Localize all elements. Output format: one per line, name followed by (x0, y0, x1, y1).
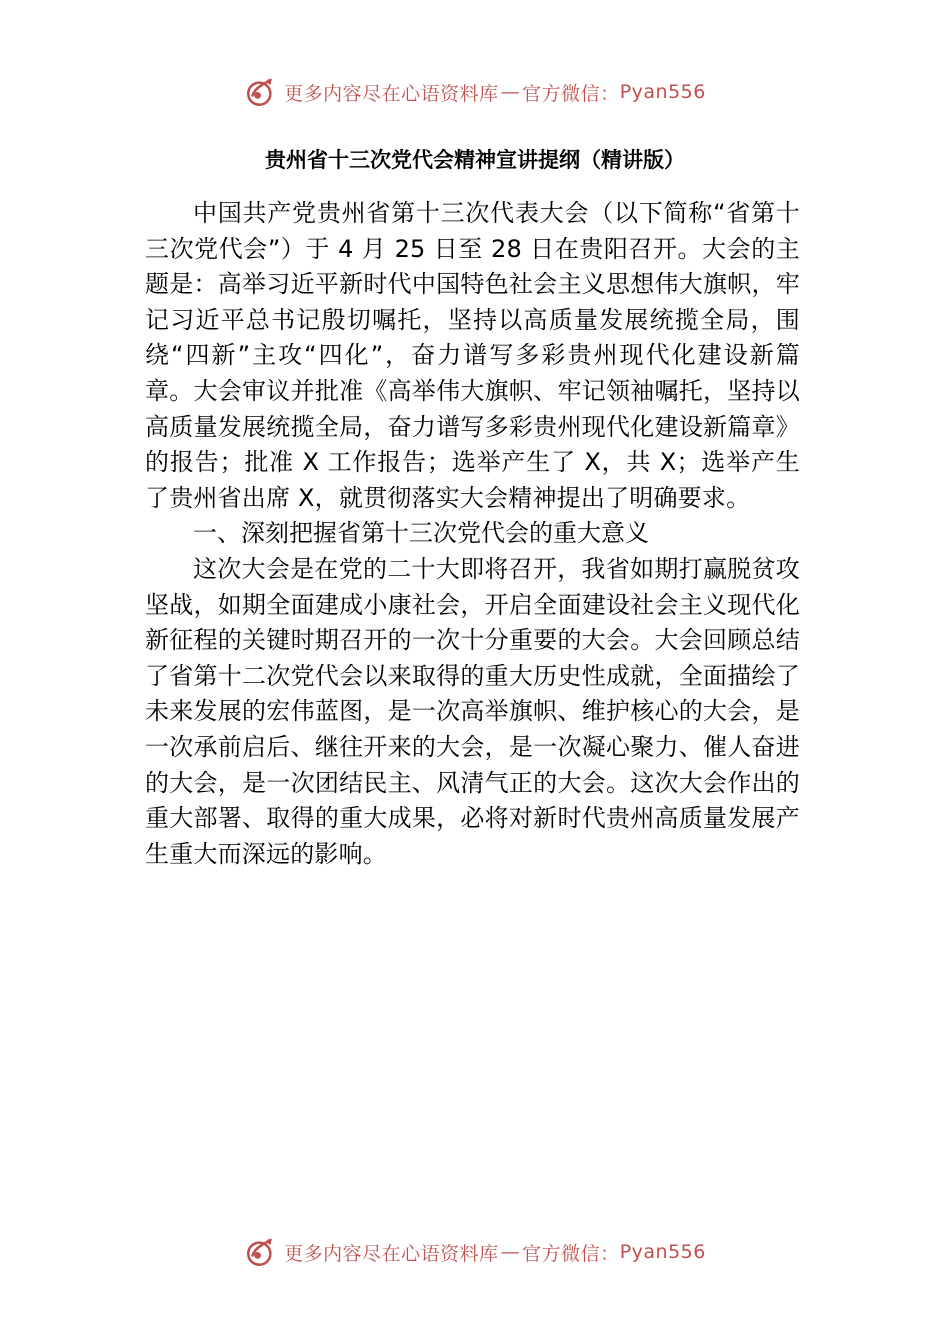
watermark-separator: — (500, 81, 521, 103)
header-watermark (0, 72, 950, 112)
footer-watermark (0, 1232, 950, 1272)
document-title: 贵州省十三次党代会精神宣讲提纲（精讲版） (265, 148, 685, 172)
watermark-logo-icon (244, 75, 278, 109)
watermark-logo-icon (244, 1235, 278, 1269)
intro-paragraph: 中国共产党贵州省第十三次代表大会（以下简称“省第十三次党代会”）于 4 月 25 日至 28 日在贵阳召开。大会的主题是：高举习近平新时代中国特色社会主义思想伟大旗帜，牢记习近平总书记殷切嘱托，坚持以高质量发展统揽全局，围绕“四新”主攻“四化”，奋力谱写多彩贵州现代化建设新篇章。大会审议并批准《高举伟大旗帜、牢记领袖嘱托，坚持以高质量发展统揽全局，奋力谱写多彩贵州现代化建设新篇章》的报告；批准 X 工作报告；选举产生了 X，共 X；选举产生了贵州省出席 X，就贯彻落实大会精神提出了明确要求。 (145, 199, 800, 512)
section-paragraph: 这次大会是在党的二十大即将召开，我省如期打赢脱贫攻坚战，如期全面建成小康社会，开启全面建设社会主义现代化新征程的关键时期召开的一次十分重要的大会。大会回顾总结了省第十二次党代会以来取得的重大历史性成就，全面描绘了未来发展的宏伟蓝图，是一次高举旗帜、维护核心的大会，是一次承前启后、继往开来的大会，是一次凝心聚力、催人奋进的大会，是一次团结民主、风清气正的大会。这次大会作出的重大部署、取得的重大成果，必将对新时代贵州高质量发展产生重大而深远的影响。 (145, 554, 800, 868)
watermark-contact-label: 官方微信： (522, 1242, 620, 1265)
watermark-separator: — (500, 1241, 521, 1263)
watermark-text: 更多内容尽在心语资料库 (284, 82, 499, 105)
watermark-text: 更多内容尽在心语资料库 (284, 1242, 499, 1265)
watermark-contact-id: Pyan556 (619, 81, 706, 103)
watermark-contact-id: Pyan556 (619, 1241, 706, 1263)
section-heading: 一、深刻把握省第十三次党代会的重大意义 (193, 519, 649, 548)
document-body (145, 196, 800, 872)
watermark-contact-label: 官方微信： (522, 82, 620, 105)
